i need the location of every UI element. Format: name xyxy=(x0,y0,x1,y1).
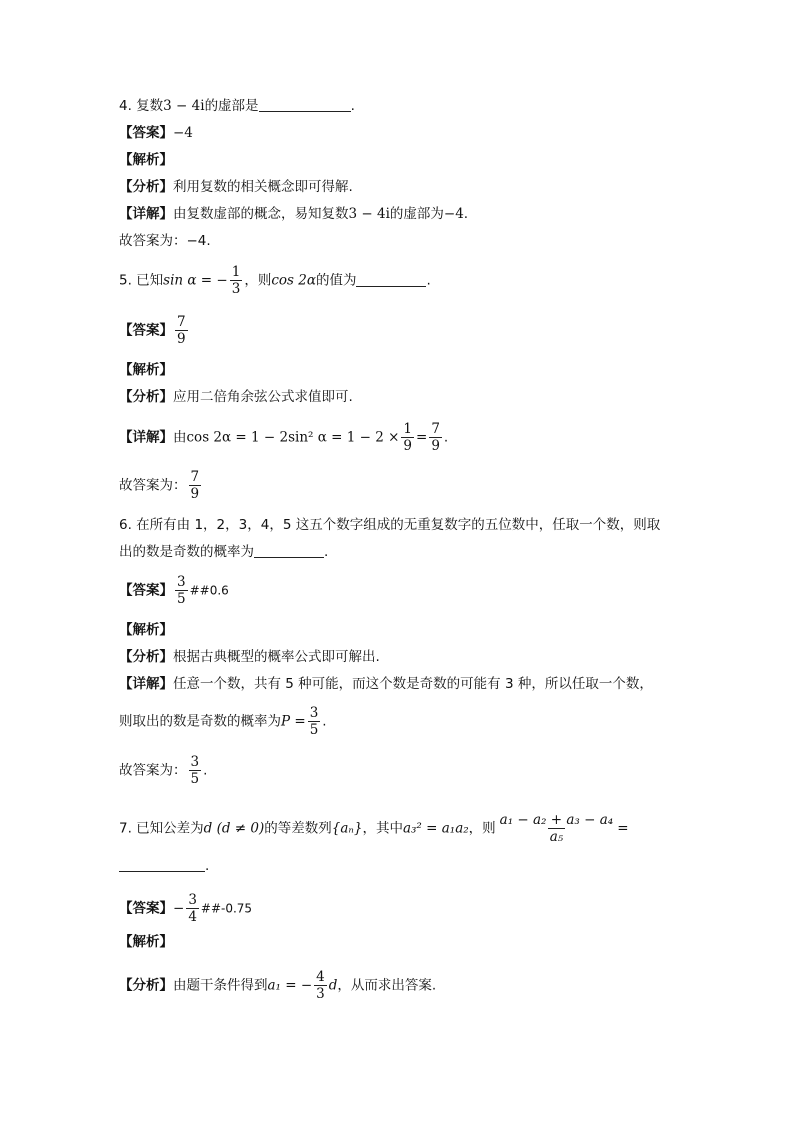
q5-final: 故答案为： $\frac{7}{9}$ xyxy=(119,469,200,502)
q6-xiangjie-line2: 则取出的数是奇数的概率为P = $\frac{3}{5}$ . xyxy=(119,705,327,738)
fraction: $\frac{1}{9}$ xyxy=(403,421,413,454)
fraction: $\frac{3}{5}$ xyxy=(190,754,200,787)
fraction: $\frac{1}{3}$ xyxy=(231,264,241,297)
q7-answer: 【答案】− $\frac{3}{4}$ ##-0.75 xyxy=(119,892,253,925)
answer-blank xyxy=(356,272,426,287)
q6-stem-line1: 6. 在所有由 1，2，3，4，5 这五个数字组成的无重复数字的五位数中，任取一个数，则取 xyxy=(119,517,661,533)
q7-fenxi: 【分析】由题干条件得到a₁ = − $\frac{4}{3}$ d，从而求出答案. xyxy=(119,969,437,1002)
q4-expr: 3 − 4i xyxy=(163,98,205,114)
fraction: $\frac{7}{9}$ xyxy=(177,314,186,347)
q6-stem-line2: 出的数是奇数的概率为 . xyxy=(119,544,329,560)
q7-jiexi-tag: 【解析】 xyxy=(119,934,173,950)
fraction: $\frac{3}{5}$ xyxy=(177,574,186,607)
q5-fenxi: 【分析】应用二倍角余弦公式求值即可. xyxy=(119,389,353,405)
q6-fenxi: 【分析】根据古典概型的概率公式即可解出. xyxy=(119,649,380,665)
answer-tag: 【答案】 xyxy=(119,322,173,339)
q4-fenxi: 【分析】利用复数的相关概念即可得解. xyxy=(119,179,353,195)
answer-blank xyxy=(259,97,351,112)
fraction: $\frac{4}{3}$ xyxy=(316,969,325,1002)
fraction: $\frac{7}{9}$ xyxy=(431,421,440,454)
q4-answer xyxy=(119,124,193,142)
q5-jiexi-tag: 【解析】 xyxy=(119,362,173,378)
fraction: $\frac{7}{9}$ xyxy=(190,469,200,502)
q5-xiangjie: 【详解】由cos 2α = 1 − 2sin² α = 1 − 2 × $\frac{1}{9}$ = $\frac{7}{9}$ . xyxy=(119,421,449,454)
answer-tag: 【答案】 xyxy=(119,900,173,917)
answer-tag: 【答案】 xyxy=(119,582,173,599)
fraction: $\frac{3}{4}$ xyxy=(188,892,197,925)
answer-blank xyxy=(254,543,324,558)
q6-final: 故答案为： $\frac{3}{5}$ . xyxy=(119,754,208,787)
fraction: $\frac{\text{a₁ − a₂ + a₃ − a₄}}{\text{a₅}}$ xyxy=(499,812,614,845)
q6-jiexi-tag: 【解析】 xyxy=(119,622,173,638)
q4-final: 故答案为：−4. xyxy=(119,233,211,249)
q4-answer-value: −4 xyxy=(173,125,193,141)
q4-stem: 4. 复数3 − 4i的虚部是 . xyxy=(119,98,355,114)
q4-xiangjie: 【详解】由复数虚部的概念，易知复数3 − 4i的虚部为−4. xyxy=(119,206,469,222)
q4-jiexi-tag: 【解析】 xyxy=(119,152,173,168)
q7-stem: 7. 已知公差为d (d ≠ 0)的等差数列{aₙ}，其中a₃² = a₁a₂，则 $\frac{\text{a₁ − a₂ + a₃ − a₄}}{\text{a₅}}$ = xyxy=(119,812,629,845)
q6-answer: 【答案】 $\frac{3}{5}$ ##0.6 xyxy=(119,574,229,607)
q7-stem-line2: . xyxy=(119,857,209,875)
q5-answer xyxy=(119,314,190,347)
fraction: $\frac{3}{5}$ xyxy=(309,705,319,738)
answer-blank xyxy=(119,857,205,872)
q6-xiangjie-line1: 【详解】任意一个数，共有 5 种可能，而这个数是奇数的可能有 3 种，所以任取一个数， xyxy=(119,676,653,692)
answer-tag: 【答案】 xyxy=(119,125,173,141)
q5-stem: 5. 已知sin α = − $\frac{1}{3}$ ，则cos 2α的值为 . xyxy=(119,264,431,297)
